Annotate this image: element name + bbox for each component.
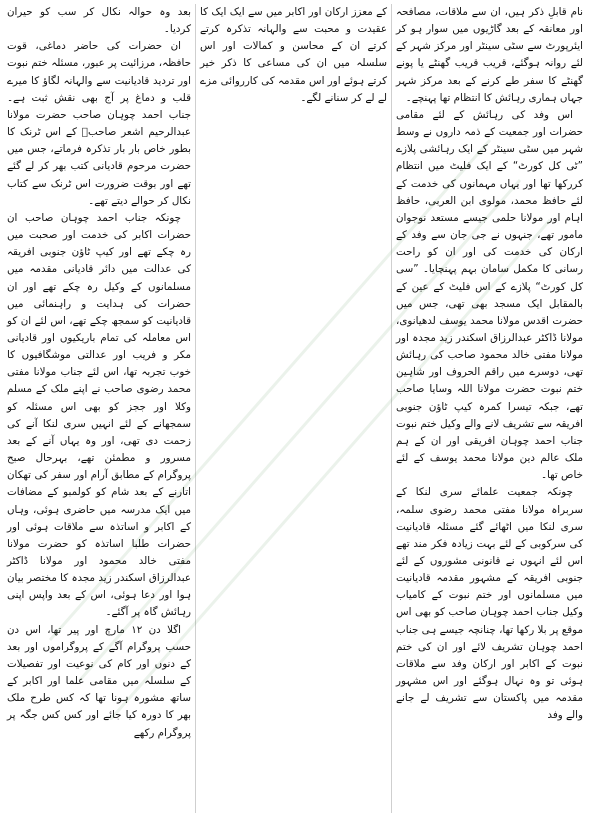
paragraph: اگلا دن ۱۲ مارچ اور پیر تھا، اس دن حسب پروگرام آگے کے پروگراموں اور بعد کے دنوں اور کام کی نوعیت اور تفصیلات کے سلسلہ میں مقامی علما اور اکابر کے ساتھ مشورہ ہونا تھا کہ کس طرح ملک بھر کا دورہ کیا جائے اور کس کس جگہ پر پروگرام رکھے (7, 623, 191, 739)
paragraph: چونکہ جمعیت علمائے سری لنکا کے سربراہ مولانا مفتی محمد رضوی سلمہ، سری لنکا میں اٹھائے گئے مسئلہ قادیانیت کی سرکوبی کے لئے بہت زیادہ فکر مند تھے اس لئے انہوں نے قانونی مشوروں کے لئے جنوبی افریقہ کے مشہور مقدمہ قادیانیت میں مسلمانوں اور ختم نبوت کے کامیاب وکیل جناب احمد چوہان صاحب کو بھی اس موقع پر بلا رکھا تھا، چنانچہ جیسے ہی جناب احمد چوہان تشریف لائے اور ان کی ختم نبوت کے اکابر اور ارکان وفد سے ملاقات ہوئی تو وہ نہال ہوگئے اور اس مشہور مقدمہ میں پاکستان سے تشریف لے جانے والے وفد (396, 486, 583, 722)
article-column-right (392, 4, 587, 813)
paragraph: اس وفد کی رہائش کے لئے مقامی حضرات اور جمعیت کے ذمہ داروں نے وسط شہر میں سٹی سینٹر کے ایک رہائشی پلازے ”ٹی کل کورٹ“ کے ایک فلیٹ میں انتظام کررکھا تھا اور یہاں مہمانوں کی خدمت کے لئے حافظ محمد، مولوی ابن العربی، حافظ اہام اور مولانا حلمی جیسے مستعد نوجوان مامور تھے، جنہوں نے جی جان سے وفد کے ارکان کی خدمت کی اور ان کو راحت رسانی کا مکمل سامان بہم پہنچایا۔ ”سی کل کورٹ“ پلازے کے اس فلیٹ کے عین کے بالمقابل ایک مسجد بھی تھی، جس میں حضرت اقدس مولانا محمد یوسف لدھیانوی، مولانا ڈاکٹر عبدالرزاق اسکندر زید مجدہ اور مولانا مفتی خالد محمود صاحب کی رہائش تھی، دوسرے میں راقم الحروف اور شاہین ختم نبوت حضرت مولانا اللہ وسایا صاحب تھے، جبکہ تیسرا کمرہ کیپ ٹاؤن جنوبی افریقہ سے تشریف لانے والے وکیل ختم نبوت جناب احمد چوہان افریقی اور ان کے ہم ملک عالم دین مولانا محمد یوسف کے لئے خاص تھا۔ (396, 108, 583, 482)
paragraph: نام قابلِ ذکر ہیں، ان سے ملاقات، مصافحہ اور معانقہ کے بعد گاڑیوں میں سوار ہو کر ایئرپورٹ سے سٹی سینٹر اور مرکز شہر کے لئے روانہ ہوگئے، قریب قریب گھنٹے یا پونے گھنٹے کا سفر طے کرنے کے بعد مرکز شہر جہاں ہماری رہائش کا انتظام تھا پہنچے۔ (396, 6, 583, 104)
paragraph: چونکہ جناب احمد چوہان صاحب ان حضرات اکابر کی خدمت اور صحبت میں رہ چکے تھے اور کیپ ٹاؤن جنوبی افریقہ کی عدالت میں دائر قادیانی مقدمہ میں مسلمانوں کے وکیل رہ چکے تھے اور ان حضرات کی ہدایت و راہنمائی میں قادیانیت کو سمجھ چکے تھے، اس لئے ان کو اس معاملہ کی تمام باریکیوں اور قادیانی مکر و فریب اور عدالتی موشگافیوں کا خوب تجربہ تھا، اس لئے جناب مولانا مفتی محمد رضوی صاحب نے اپنے ملک کے مسلم وکلا اور ججز کو بھی اس مسئلہ کو سمجھانے کے لئے انہیں سری لنکا آنے کی زحمت دی تھی، اور وہ یہاں آنے کے بعد مسرور و مطمئن تھے، بہرحال صبح پروگرام کے مطابق آرام اور سفر کی تھکان اتارنے کے بعد شام کو کولمبو کے مضافات میں ایک مدرسہ میں حاضری ہوئی، وہاں کے اکابر و اساتذہ سے ملاقات ہوئی اور حضرات طلبا اساتذہ کو حضرت مولانا مفتی خالد محمود اور مولانا ڈاکٹر عبدالرزاق اسکندر زید مجدہ کا مختصر بیان ہوا اور دعا ہوئی، اس کے بعد واپس اپنی رہائش گاہ پر آگئے۔ (7, 211, 191, 619)
article-column-middle (196, 4, 392, 813)
paragraph: بعد وہ حوالہ نکال کر سب کو حیران کردیا۔ (7, 6, 191, 36)
paragraph: کے معزز ارکان اور اکابر میں سے ایک ایک کا عقیدت و محبت سے والہانہ تذکرہ کرتے کرتے ان کے محاسن و کمالات اور اس سلسلہ میں ان کی مساعی کا ذکر خیر کرتے ہوئے اور اس مقدمہ کی کارروائی مزے لے لے کر سنانے لگے۔ (200, 6, 387, 104)
article-column-left (3, 4, 196, 813)
paragraph: ان حضرات کی حاضر دماغی، قوت حافظہ، مرزائیت پر عبور، مسئلہ ختم نبوت اور تردید قادیانیت سے والہانہ لگاؤ کا میرے قلب و دماغ پر آج بھی نقش ثبت ہے۔ جناب احمد چوہان صاحب حضرت مولانا عبدالرحیم اشعر صاحبؒ کے اس ٹرنک کا بطور خاص بار بار تذکرہ فرماتے، جس میں حضرت مرحوم قادیانی کتب بھر کر لے گئے تھے اور بوقت ضرورت اس ٹرنک سے کتاب نکال کر حوالے دیتے تھے۔ (7, 40, 191, 207)
article-columns (3, 4, 587, 813)
